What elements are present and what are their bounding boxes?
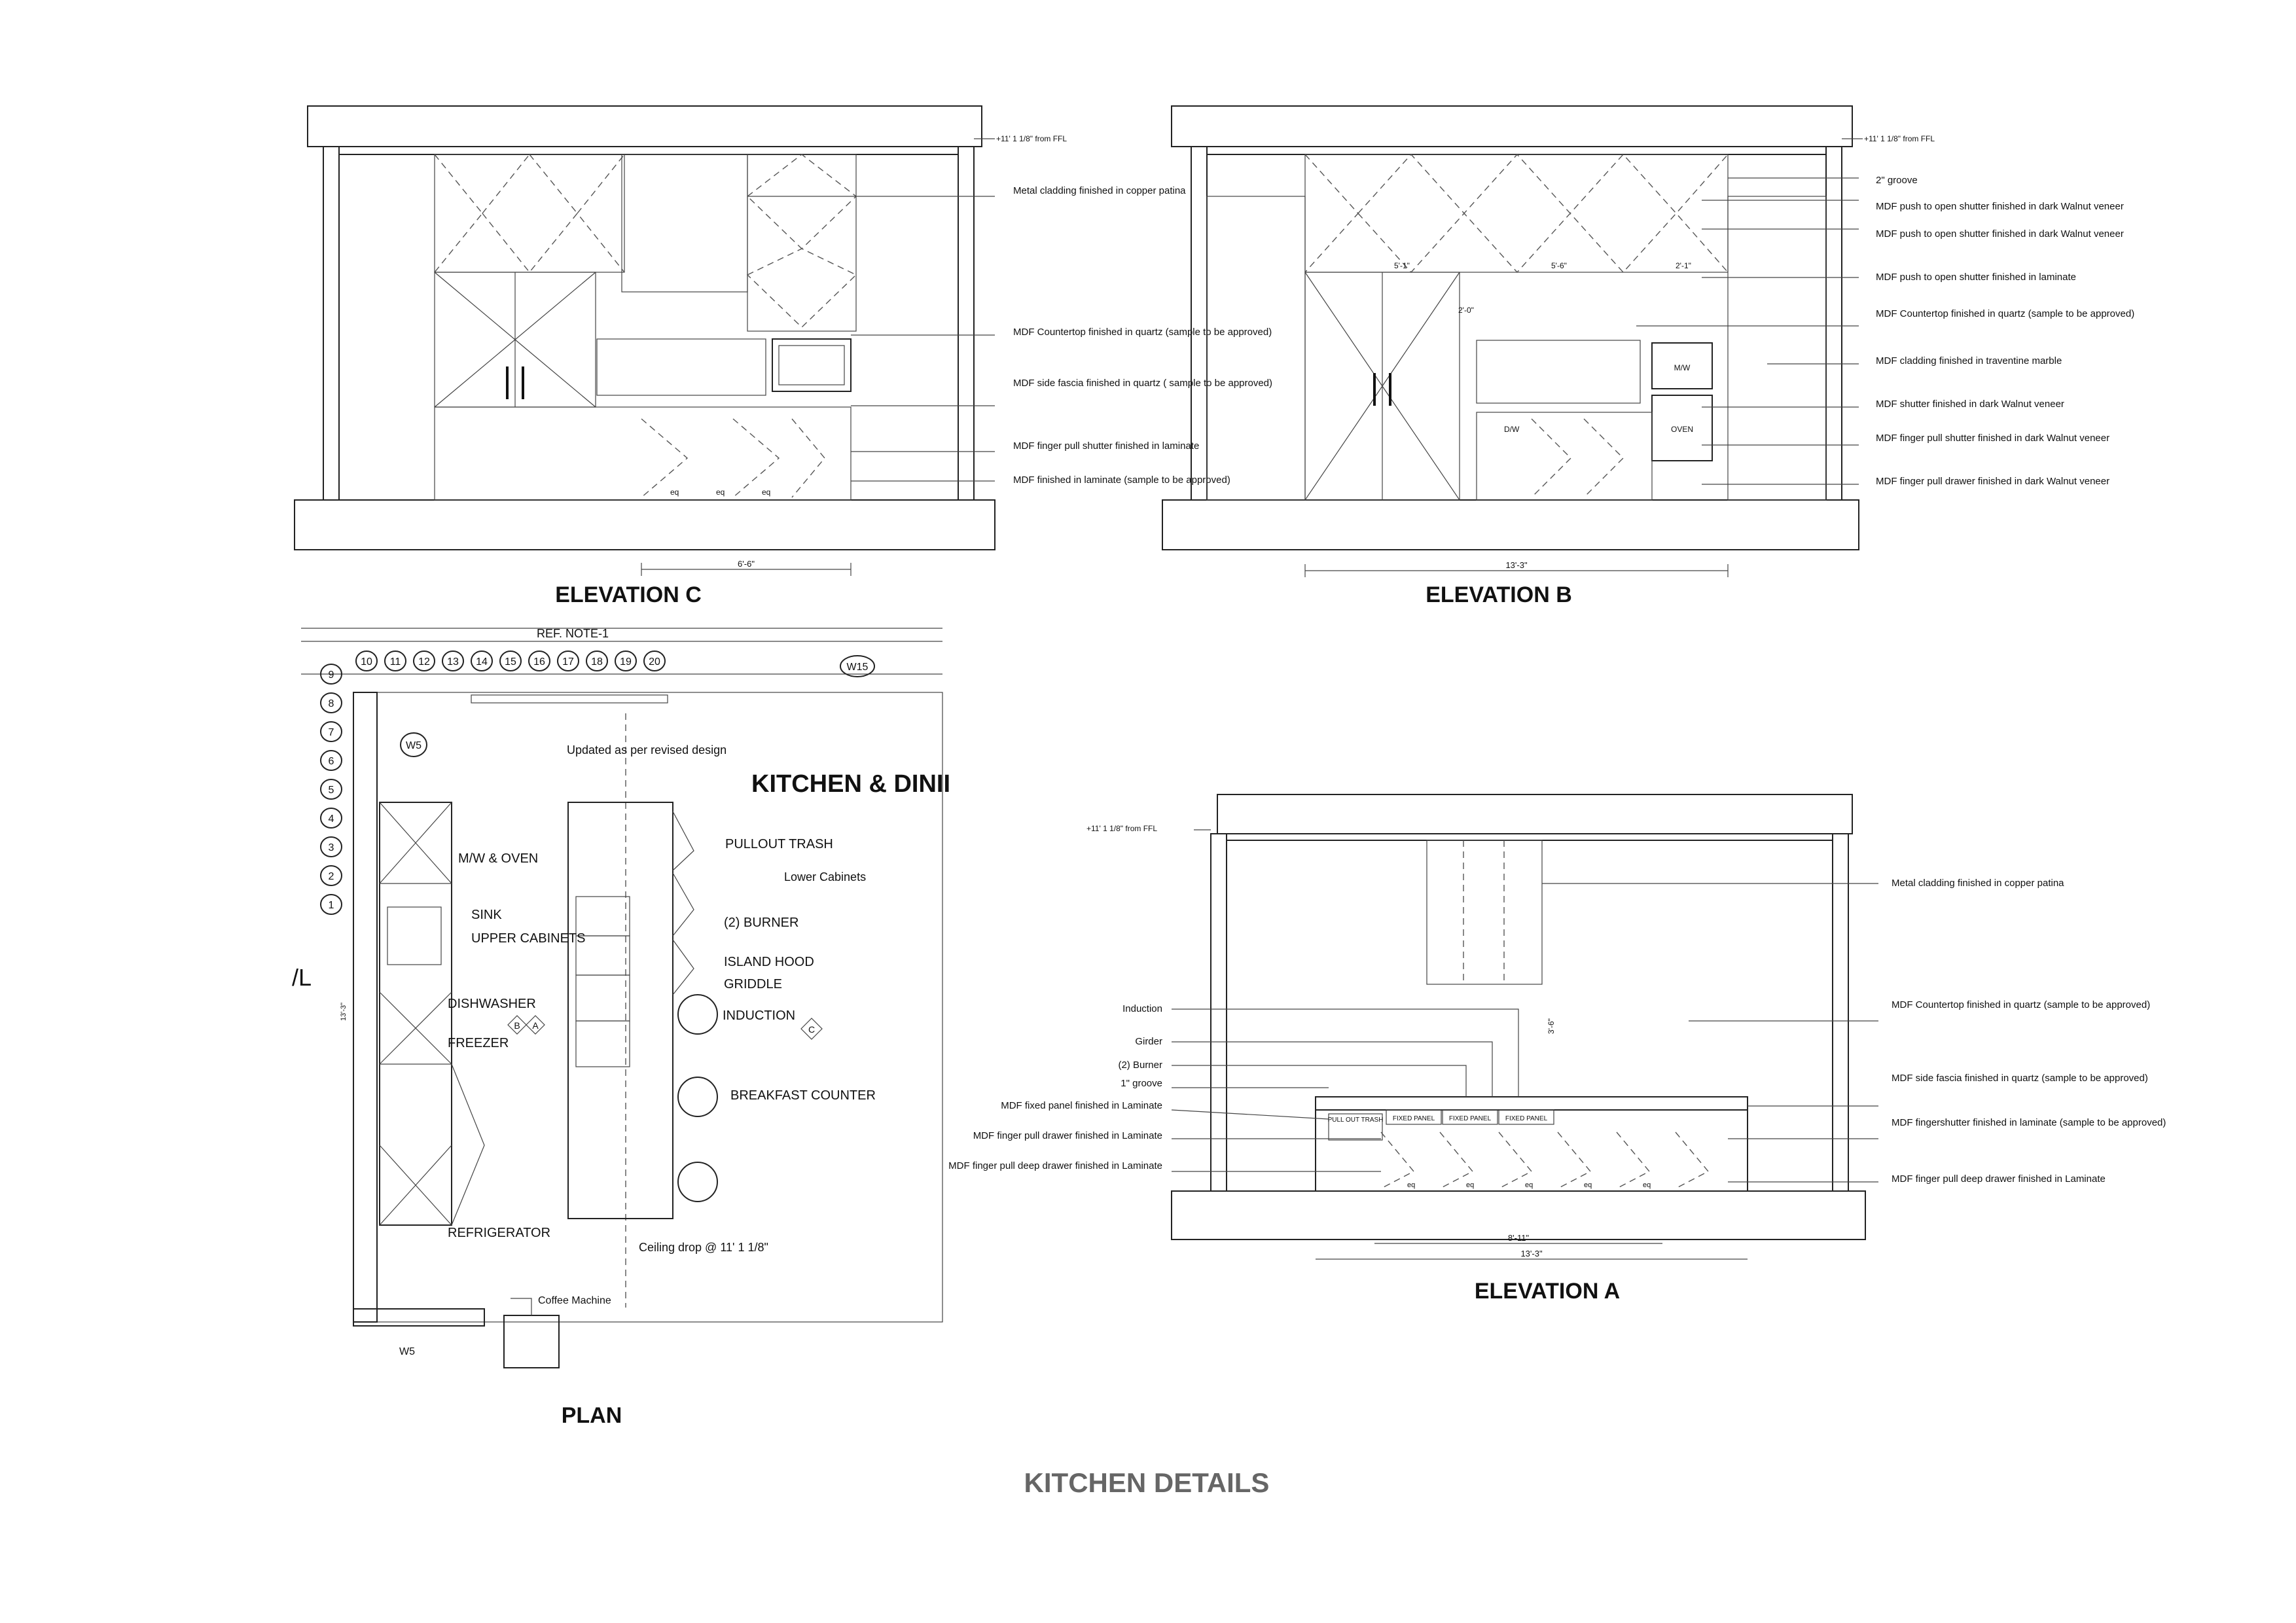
label-breakfast: BREAKFAST COUNTER [730, 1088, 876, 1103]
island [568, 802, 673, 1219]
note: MDF finished in laminate (sample to be approved) [1013, 474, 1230, 486]
marble-cladding-right [1728, 196, 1826, 500]
stool [678, 1162, 717, 1202]
left-wall [323, 147, 339, 500]
window-w15 [471, 695, 668, 703]
base-cabinets [1477, 412, 1652, 500]
mw-oven-unit [380, 802, 452, 883]
drawer-swing [1381, 1132, 1708, 1188]
wall-frame [339, 154, 958, 500]
appliance-markers [380, 992, 452, 1225]
window-tag: W5 [399, 1346, 415, 1357]
elevation-c [295, 106, 1272, 607]
panel-label: PULL OUT TRASH [1327, 1116, 1384, 1124]
note: 1" groove [1121, 1078, 1162, 1089]
dim-label: 2'-0" [1458, 306, 1474, 315]
label-freezer: FREEZER [448, 1036, 509, 1050]
note: MDF finger pull deep drawer finished in Laminate [948, 1160, 1162, 1171]
marble-cladding-left [1207, 196, 1305, 500]
grid-marker-label: 6 [328, 756, 334, 767]
grid-markers-left [321, 664, 342, 914]
note: Girder [1135, 1036, 1162, 1047]
note: Metal cladding finished in copper patina [1892, 878, 2064, 889]
note: MDF finger pull drawer finished in dark Walnut veneer [1876, 476, 2110, 487]
island-drawers [673, 812, 694, 995]
stool [678, 1077, 717, 1116]
elevation-a [948, 794, 2166, 1304]
floor-insulation [1172, 1191, 1865, 1240]
grid-marker-label: 10 [361, 656, 372, 668]
cabinet-run [380, 802, 452, 1225]
note: MDF side fascia finished in quartz ( sample to be approved) [1013, 378, 1273, 389]
svg-text:B: B [514, 1020, 520, 1031]
sink [387, 907, 441, 965]
label-burner: (2) BURNER [724, 916, 799, 930]
diamond-pattern [435, 154, 624, 272]
label-mw-oven: M/W & OVEN [458, 851, 539, 866]
dim-label: 5'-1" [1394, 261, 1410, 270]
eq-label: eq [1407, 1181, 1416, 1189]
grid-marker-label: 18 [591, 656, 603, 668]
floor-insulation [295, 500, 995, 550]
level-label: +11' 1 1/8" from FFL [996, 134, 1067, 143]
induction [576, 1021, 630, 1067]
svg-text:W15: W15 [846, 662, 869, 673]
label-lower: Lower Cabinets [784, 870, 867, 883]
base-cabinets [435, 407, 851, 500]
label-updated: Updated as per revised design [567, 743, 727, 757]
grid-marker-label: 12 [418, 656, 430, 668]
eq-label: eq [1643, 1181, 1651, 1189]
diamond-pattern [747, 154, 856, 327]
label-ceiling: Ceiling drop @ 11' 1 1/8" [639, 1241, 768, 1254]
burner [576, 897, 630, 936]
grid-marker-label: 8 [328, 698, 334, 709]
note: MDF fixed panel finished in Laminate [1001, 1100, 1162, 1111]
panel-label: FIXED PANEL [1448, 1115, 1492, 1122]
label-dishwasher: DISHWASHER [448, 997, 536, 1011]
label-hood: ISLAND HOOD [724, 955, 814, 969]
left-wall [1211, 834, 1227, 1191]
plan [292, 627, 950, 1428]
elevation-b [1162, 106, 2134, 607]
backsplash [597, 339, 766, 395]
diamond-pattern [1305, 154, 1728, 272]
wall-frame [1207, 154, 1826, 500]
panel-label: FIXED PANEL [1392, 1115, 1435, 1122]
elevation-a-title: ELEVATION A [1474, 1279, 1621, 1304]
stool [678, 995, 717, 1034]
eq-label: eq [762, 488, 771, 497]
grid-marker-label: 17 [562, 656, 574, 668]
label-induction: INDUCTION [723, 1008, 796, 1023]
ref-note: REF. NOTE-1 [537, 627, 609, 640]
label-upper: UPPER CABINETS [471, 931, 586, 946]
dim-label: 5'-6" [1551, 261, 1567, 270]
grid-markers-top [356, 651, 665, 671]
note: Induction [1122, 1003, 1162, 1014]
note: MDF fingershutter finished in laminate (sample to be approved) [1892, 1117, 2166, 1128]
dimension-label: 6'-6" [738, 559, 755, 569]
drawer-swing [1532, 419, 1623, 497]
grid-marker-label: 4 [328, 813, 334, 825]
wall-mark: /L [292, 964, 312, 991]
coffee-machine [504, 1315, 559, 1368]
leader-lines [1172, 1009, 1518, 1171]
label-coffee: Coffee Machine [538, 1295, 611, 1306]
sheet-title: KITCHEN DETAILS [1024, 1467, 1270, 1498]
label-refrigerator: REFRIGERATOR [448, 1226, 551, 1240]
note: Metal cladding finished in copper patina [1013, 185, 1186, 196]
svg-text:8'-11": 8'-11" [1507, 1233, 1530, 1243]
grid-marker-label: 9 [328, 669, 334, 681]
grid-marker-label: 5 [328, 785, 334, 796]
note: MDF shutter finished in dark Walnut veneer [1876, 399, 2064, 410]
note: MDF Countertop finished in quartz (sample to be approved) [1892, 999, 2151, 1010]
island-hood [1427, 840, 1542, 984]
elevation-c-title: ELEVATION C [555, 582, 702, 607]
level-label: +11' 1 1/8" from FFL [1864, 134, 1935, 143]
grid-marker-label: 20 [649, 656, 660, 668]
elevation-b-title: ELEVATION B [1426, 582, 1572, 607]
refrigerator-door [452, 1064, 484, 1225]
room-label: KITCHEN & DINII [751, 770, 950, 798]
label-griddle: GRIDDLE [724, 977, 782, 991]
svg-text:C: C [808, 1024, 816, 1035]
dw-label: D/W [1504, 425, 1520, 434]
grid-marker-label: 7 [328, 727, 334, 738]
label-sink: SINK [471, 908, 502, 922]
svg-text:3'-6": 3'-6" [1547, 1018, 1556, 1034]
note: MDF Countertop finished in quartz (sample to be approved) [1876, 308, 2135, 319]
note: MDF push to open shutter finished in dark Walnut veneer [1876, 228, 2124, 240]
level-label: +11' 1 1/8" from FFL [1086, 824, 1158, 833]
griddle [576, 975, 630, 1021]
upper-cabinet [435, 154, 624, 272]
ceiling-insulation [1217, 794, 1852, 834]
note: MDF Countertop finished in quartz (sample to be approved) [1013, 327, 1272, 338]
svg-text:A: A [532, 1020, 539, 1031]
note: MDF cladding finished in traventine marble [1876, 355, 2062, 366]
note: MDF push to open shutter finished in dark Walnut veneer [1876, 201, 2124, 212]
right-wall [1826, 147, 1842, 500]
grid-marker-label: 3 [328, 842, 334, 853]
leader-lines [1542, 883, 1878, 1182]
panel-label: FIXED PANEL [1505, 1115, 1548, 1122]
oven-label: OVEN [1670, 425, 1694, 434]
drawer-swing [641, 419, 825, 497]
svg-text:13'-3": 13'-3" [1520, 1249, 1543, 1258]
dim-label: 2'-1" [1676, 261, 1691, 270]
plan-title: PLAN [561, 1403, 622, 1428]
ceiling-insulation [308, 106, 982, 147]
ceiling-insulation [1172, 106, 1852, 147]
mw-label: M/W [1674, 363, 1691, 372]
eq-label: eq [1525, 1181, 1534, 1189]
right-wall [1833, 834, 1848, 1191]
note: MDF finger pull shutter finished in dark Walnut veneer [1876, 433, 2110, 444]
note: MDF finger pull shutter finished in laminate [1013, 440, 1200, 452]
note: 2" groove [1876, 175, 1918, 186]
backsplash [1477, 340, 1640, 403]
eq-label: eq [716, 488, 725, 497]
metal-cladding-hood [622, 154, 747, 292]
left-wall [353, 692, 377, 1322]
label-pullout: PULLOUT TRASH [725, 837, 833, 851]
upper-cabinet [747, 154, 856, 331]
floor-insulation [1162, 500, 1859, 550]
eq-label: eq [670, 488, 679, 497]
grid-marker-label: 16 [533, 656, 545, 668]
grid-marker-label: 19 [620, 656, 632, 668]
note: MDF finger pull deep drawer finished in Laminate [1892, 1173, 2106, 1185]
countertop [1316, 1097, 1748, 1110]
eq-label: eq [1584, 1181, 1592, 1189]
svg-text:W5: W5 [406, 740, 422, 751]
grid-marker-label: 11 [389, 656, 401, 668]
upper-cabinets [1305, 154, 1728, 272]
grid-marker-label: 1 [328, 900, 334, 911]
door-swing [435, 272, 596, 407]
eq-label: eq [1466, 1181, 1475, 1189]
oven-window [779, 346, 844, 385]
grid-marker-label: 15 [505, 656, 516, 668]
grid-marker-label: 2 [328, 871, 334, 882]
bottom-wall [353, 1309, 484, 1326]
note: MDF side fascia finished in quartz (sample to be approved) [1892, 1073, 2148, 1084]
oven-unit [772, 339, 851, 391]
grid-marker-label: 13 [447, 656, 459, 668]
dimension-label: 13'-3" [1505, 560, 1528, 570]
door-swing [1305, 272, 1460, 500]
right-wall [958, 147, 974, 500]
note: (2) Burner [1118, 1060, 1162, 1071]
note: MDF finger pull drawer finished in Laminate [973, 1130, 1162, 1141]
note: MDF push to open shutter finished in laminate [1876, 272, 2076, 283]
wall-dimension: 13'-3" [340, 1002, 348, 1021]
grid-marker-label: 14 [476, 656, 488, 668]
